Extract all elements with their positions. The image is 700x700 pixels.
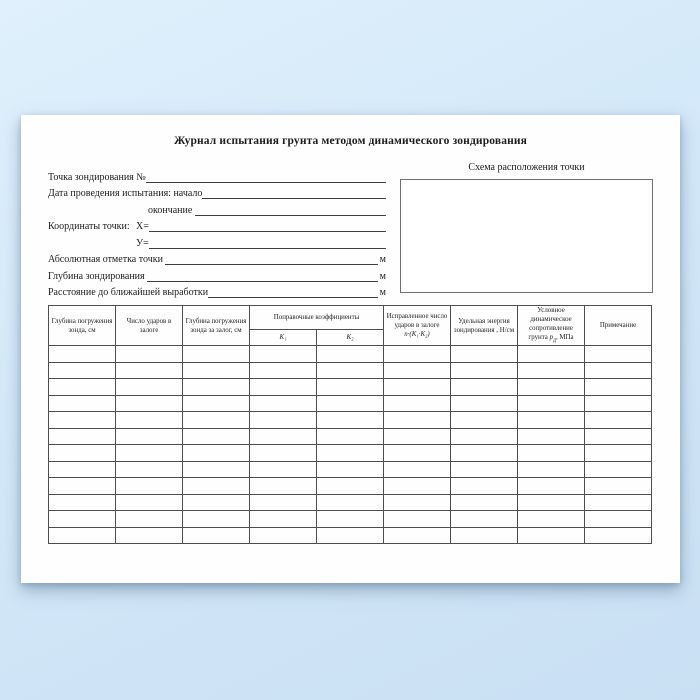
table-cell <box>317 346 384 363</box>
table-cell <box>183 445 250 462</box>
table-cell <box>451 478 518 495</box>
field-absolute-mark-label: Абсолютная отметка точки <box>48 254 166 265</box>
table-cell <box>49 412 116 429</box>
col-header-dynamic-resistance <box>518 306 585 346</box>
field-sounding-point-label: Точка зондирования № <box>48 171 146 183</box>
table-cell <box>317 379 384 396</box>
blank-line <box>165 264 377 265</box>
table-cell <box>49 445 116 462</box>
table-cell <box>384 395 451 412</box>
table-cell <box>250 511 317 528</box>
table-cell <box>250 379 317 396</box>
blank-line <box>146 182 386 183</box>
table-row <box>49 461 652 478</box>
table-cell <box>183 346 250 363</box>
table-cell <box>49 428 116 445</box>
table-cell <box>49 379 116 396</box>
table-row <box>49 494 652 511</box>
table-row <box>49 379 652 396</box>
table-cell <box>183 412 250 429</box>
blank-line <box>149 231 386 232</box>
p-symbol: p <box>549 334 554 342</box>
table-cell <box>116 379 183 396</box>
table-cell <box>116 478 183 495</box>
table-cell <box>518 428 585 445</box>
table-cell <box>451 412 518 429</box>
table-row <box>49 412 652 429</box>
table-cell <box>116 461 183 478</box>
col-header-corrected-blow-count <box>384 306 451 346</box>
table-cell <box>518 395 585 412</box>
table-cell <box>518 412 585 429</box>
field-coordinate-y <box>48 233 386 250</box>
field-distance-working <box>48 283 386 300</box>
table-cell <box>116 346 183 363</box>
table-cell <box>585 428 652 445</box>
table-cell <box>451 494 518 511</box>
table-cell <box>451 527 518 544</box>
table-cell <box>585 461 652 478</box>
table-cell <box>518 527 585 544</box>
dynamic-resistance-text: Условное динамическое сопротивление грунта <box>528 307 573 342</box>
blank-line <box>208 297 378 298</box>
table-cell <box>384 379 451 396</box>
field-sounding-depth <box>48 266 386 283</box>
table-cell <box>49 478 116 495</box>
table-cell <box>451 379 518 396</box>
table-cell <box>384 346 451 363</box>
table-cell <box>250 362 317 379</box>
unit-label: м <box>379 254 386 265</box>
table-cell <box>183 511 250 528</box>
table-cell <box>317 527 384 544</box>
table-cell <box>116 511 183 528</box>
field-date-end-label: окончание <box>148 204 195 216</box>
table-cell <box>183 395 250 412</box>
table-cell <box>250 478 317 495</box>
table-cell <box>585 527 652 544</box>
table-cell <box>384 445 451 462</box>
table-cell <box>451 346 518 363</box>
unit-label: м <box>379 270 386 282</box>
table-cell <box>49 362 116 379</box>
table-cell <box>49 461 116 478</box>
table-cell <box>518 511 585 528</box>
table-cell <box>384 412 451 429</box>
col-header-k2: K₂ <box>317 330 384 346</box>
table-cell <box>585 412 652 429</box>
table-header <box>49 306 652 346</box>
table-row <box>49 511 652 528</box>
field-sounding-depth-label: Глубина зондирования <box>48 270 148 282</box>
table-cell <box>384 494 451 511</box>
table-cell <box>384 461 451 478</box>
dynamic-resistance-unit: , МПа <box>555 334 574 342</box>
sounding-data-table <box>48 305 652 544</box>
table-cell <box>585 445 652 462</box>
table-row <box>49 428 652 445</box>
table-cell <box>183 379 250 396</box>
table-cell <box>317 445 384 462</box>
table-cell <box>116 428 183 445</box>
table-cell <box>317 511 384 528</box>
col-header-k1: K₁ <box>250 330 317 346</box>
table-cell <box>317 428 384 445</box>
table-cell <box>116 395 183 412</box>
table-cell <box>116 527 183 544</box>
table-cell <box>451 362 518 379</box>
table-cell <box>518 445 585 462</box>
corrected-blow-count-text: Исправленное число ударов в залоге <box>386 312 448 330</box>
col-header-correction-coefficients: Поправочные коэффициенты <box>250 306 384 330</box>
table-cell <box>250 527 317 544</box>
table-cell <box>451 428 518 445</box>
table-cell <box>384 527 451 544</box>
field-sounding-point <box>48 167 386 184</box>
table-cell <box>518 362 585 379</box>
col-header-probe-depth: Глубина погружения зонда, см <box>49 306 116 346</box>
table-cell <box>317 494 384 511</box>
table-cell <box>585 379 652 396</box>
table-cell <box>585 478 652 495</box>
table-cell <box>183 461 250 478</box>
field-absolute-mark <box>48 250 386 267</box>
table-cell <box>451 511 518 528</box>
col-header-blow-count: Число ударов в залоге <box>116 306 183 346</box>
table-cell <box>317 461 384 478</box>
table-cell <box>183 527 250 544</box>
table-cell <box>585 494 652 511</box>
form-sheet <box>21 115 680 583</box>
table-cell <box>49 494 116 511</box>
unit-label: м <box>379 287 386 298</box>
blank-line <box>147 281 378 282</box>
table-cell <box>384 478 451 495</box>
field-coordinates-label: Координаты точки: <box>48 221 130 232</box>
table-cell <box>317 362 384 379</box>
table-cell <box>384 362 451 379</box>
table-cell <box>317 395 384 412</box>
table-cell <box>49 346 116 363</box>
table-cell <box>116 445 183 462</box>
table-cell <box>585 511 652 528</box>
table-cell <box>183 478 250 495</box>
field-date-start-label: Дата проведения испытания: начало <box>48 188 203 199</box>
corrected-blow-count-formula: n·(K₁·K₂) <box>404 331 430 339</box>
table-cell <box>49 511 116 528</box>
table-cell <box>116 494 183 511</box>
table-cell <box>451 445 518 462</box>
schema-box <box>400 179 653 293</box>
field-distance-working-label: Расстояние до ближайшей выработки <box>48 287 209 298</box>
table-cell <box>384 428 451 445</box>
table-cell <box>451 461 518 478</box>
table-cell <box>317 478 384 495</box>
table-cell <box>518 461 585 478</box>
table-row <box>49 395 652 412</box>
p-subscript: д <box>553 337 556 344</box>
table-cell <box>250 428 317 445</box>
table-body <box>49 346 652 544</box>
table-cell <box>384 511 451 528</box>
table-cell <box>585 395 652 412</box>
table-cell <box>585 362 652 379</box>
table-cell <box>183 362 250 379</box>
table-cell <box>250 412 317 429</box>
blank-line <box>149 248 386 249</box>
table-row <box>49 478 652 495</box>
field-y-label: У= <box>136 237 149 249</box>
table-cell <box>116 362 183 379</box>
schema-caption: Схема расположения точки <box>468 162 585 173</box>
table-cell <box>116 412 183 429</box>
table-cell <box>250 346 317 363</box>
table-cell <box>250 395 317 412</box>
table-cell <box>518 494 585 511</box>
field-coordinate-x <box>48 217 386 234</box>
field-date-start <box>48 184 386 201</box>
table-cell <box>518 478 585 495</box>
table-cell <box>49 527 116 544</box>
table-cell <box>183 428 250 445</box>
table-cell <box>518 379 585 396</box>
table-cell <box>518 346 585 363</box>
table-cell <box>451 395 518 412</box>
blank-line <box>202 198 386 199</box>
table-row <box>49 445 652 462</box>
table-cell <box>250 445 317 462</box>
field-x-label: Х= <box>136 221 149 232</box>
table-cell <box>585 346 652 363</box>
field-date-end <box>48 200 386 217</box>
table-cell <box>250 494 317 511</box>
table-row <box>49 362 652 379</box>
form-title: Журнал испытания грунта методом динамического зондирования <box>173 135 528 147</box>
table-row <box>49 346 652 363</box>
table-cell <box>183 494 250 511</box>
header-fields <box>48 167 386 299</box>
table-cell <box>250 461 317 478</box>
table-row <box>49 527 652 544</box>
col-header-notes: Примечание <box>585 306 652 346</box>
blank-line <box>195 215 386 216</box>
table-cell <box>317 412 384 429</box>
table-cell <box>49 395 116 412</box>
col-header-depth-per-set: Глубина погружения зонда за залог, см <box>183 306 250 346</box>
col-header-specific-energy: Удельная энергия зондирования , Н/см <box>451 306 518 346</box>
